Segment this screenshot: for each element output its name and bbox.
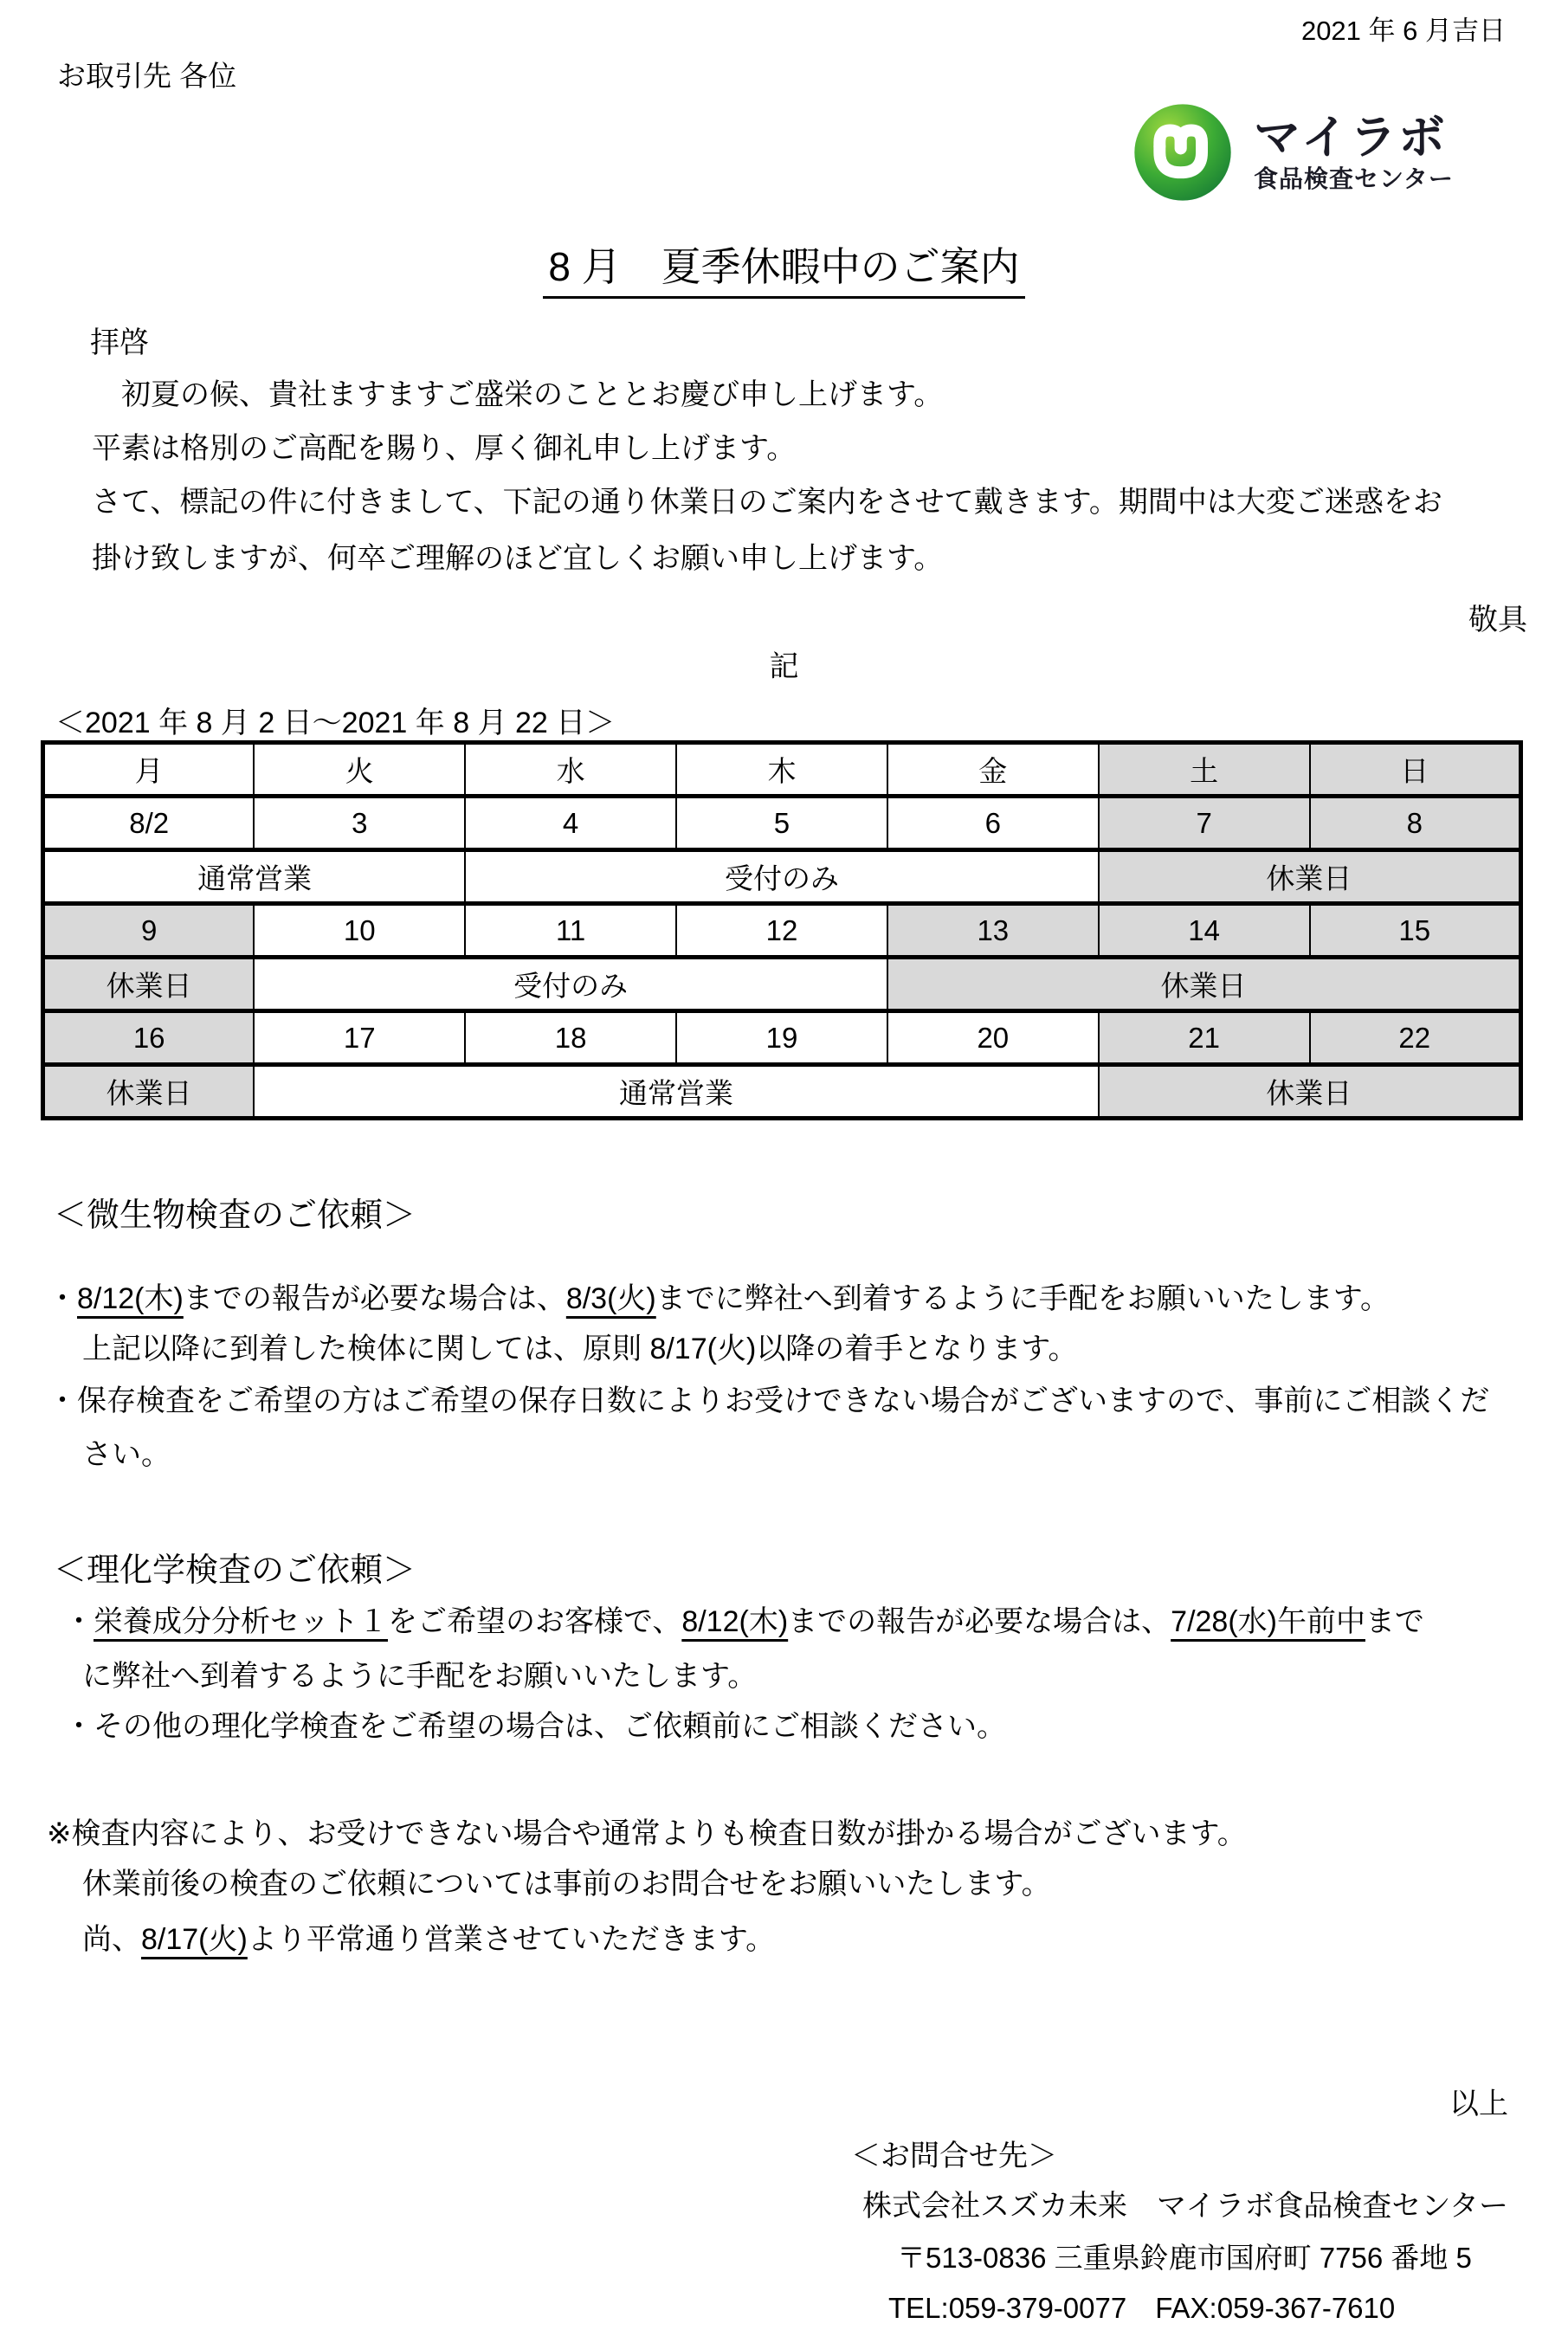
calendar-date-cell: 6 bbox=[887, 797, 1099, 850]
greeting-paragraph-3-line-1: さて、標記の件に付きまして、下記の通り休業日のご案内をさせて戴きます。期間中は大変ご迷惑をお bbox=[92, 486, 1442, 519]
micro-bullet-2-continuation: さい。 bbox=[82, 1438, 171, 1471]
closing-statement: 以上 bbox=[1449, 2088, 1508, 2120]
calendar-date-cell: 17 bbox=[254, 1011, 465, 1065]
chem-bullet-1: ・栄養成分分析セット１をご希望のお客様で、8/12(木)までの報告が必要な場合は、7/28(水)午前中まで bbox=[64, 1605, 1424, 1638]
greeting-paragraph-2: 平素は格別のご高配を賜り、厚く御礼申し上げます。 bbox=[92, 432, 797, 465]
micro-bullet-2: ・保存検査をご希望の方はご希望の保存日数によりお受けできない場合がございますので、事前にご相談くだ bbox=[48, 1384, 1490, 1417]
schedule-period: ＜2021 年 8 月 2 日～2021 年 8 月 22 日＞ bbox=[55, 707, 616, 739]
status-row-week-1 bbox=[43, 850, 1521, 904]
opening-greeting: 拝啓 bbox=[90, 326, 149, 359]
calendar-date-cell: 9 bbox=[43, 904, 255, 958]
company-name: 株式会社スズカ未来 マイラボ食品検査センター bbox=[862, 2190, 1508, 2223]
recipient-line: お取引先 各位 bbox=[57, 60, 237, 92]
page-title: 8 月 夏季休暇中のご案内 bbox=[0, 236, 1568, 293]
calendar-day-header: 土 bbox=[1099, 743, 1310, 797]
status-cell: 受付のみ bbox=[254, 958, 887, 1011]
status-cell: 通常営業 bbox=[43, 850, 466, 904]
logo-mark-icon bbox=[1132, 102, 1233, 203]
calendar-date-cell: 4 bbox=[465, 797, 676, 850]
weekday-header-row bbox=[43, 743, 1521, 797]
calendar-date-cell: 3 bbox=[254, 797, 465, 850]
calendar-date-cell: 14 bbox=[1099, 904, 1310, 958]
section-heading-microbiology: ＜微生物検査のご依頼＞ bbox=[54, 1197, 416, 1234]
note-line-2: 休業前後の検査のご依頼については事前のお問合せをお願いいたします。 bbox=[82, 1868, 1051, 1901]
calendar-date-cell: 20 bbox=[887, 1011, 1099, 1065]
calendar-date-cell: 18 bbox=[465, 1011, 676, 1065]
company-logo bbox=[1132, 102, 1454, 203]
calendar-day-header: 日 bbox=[1310, 743, 1521, 797]
calendar-date-cell: 10 bbox=[254, 904, 465, 958]
document-date: 2021 年 6 月吉日 bbox=[1300, 16, 1506, 46]
greeting-paragraph-1: 初夏の候、貴社ますますご盛栄のこととお慶び申し上げます。 bbox=[121, 378, 944, 411]
calendar-date-cell: 5 bbox=[676, 797, 887, 850]
closing-greeting: 敬具 bbox=[1468, 603, 1527, 636]
calendar-date-cell: 8 bbox=[1310, 797, 1521, 850]
status-row-week-2 bbox=[43, 958, 1521, 1011]
calendar-date-cell: 16 bbox=[43, 1011, 255, 1065]
chem-bullet-2: ・その他の理化学検査をご希望の場合は、ご依頼前にご相談ください。 bbox=[64, 1710, 1006, 1743]
company-phone: TEL:059-379-0077 FAX:059-367-7610 bbox=[888, 2292, 1396, 2324]
section-heading-physicochemical: ＜理化学検査のご依頼＞ bbox=[54, 1552, 416, 1589]
calendar-date-cell: 13 bbox=[887, 904, 1099, 958]
calendar-date-cell: 15 bbox=[1310, 904, 1521, 958]
status-row-week-3 bbox=[43, 1065, 1521, 1119]
calendar-day-header: 水 bbox=[465, 743, 676, 797]
company-address: 〒513-0836 三重県鈴鹿市国府町 7756 番地 5 bbox=[897, 2242, 1472, 2274]
logo-text bbox=[1254, 113, 1454, 191]
note-line-1: ※検査内容により、お受けできない場合や通常よりも検査日数が掛かる場合がございます。 bbox=[47, 1817, 1247, 1850]
date-row-week-3 bbox=[43, 1011, 1521, 1065]
record-marker: 記 bbox=[769, 650, 799, 683]
status-cell: 休業日 bbox=[43, 958, 255, 1011]
status-cell: 受付のみ bbox=[465, 850, 1099, 904]
date-row-week-1 bbox=[43, 797, 1521, 850]
calendar-day-header: 木 bbox=[676, 743, 887, 797]
micro-bullet-1-continuation: 上記以降に到着した検体に関しては、原則 8/17(火)以降の着手となります。 bbox=[82, 1333, 1078, 1365]
note-line-3: 尚、8/17(火)より平常通り営業させていただきます。 bbox=[82, 1923, 776, 1956]
calendar-date-cell: 19 bbox=[676, 1011, 887, 1065]
status-cell: 休業日 bbox=[887, 958, 1521, 1011]
calendar-day-header: 金 bbox=[887, 743, 1099, 797]
calendar-date-cell: 7 bbox=[1099, 797, 1310, 850]
calendar-date-cell: 11 bbox=[465, 904, 676, 958]
status-cell: 休業日 bbox=[1099, 850, 1521, 904]
brand-subtitle: 食品検査センター bbox=[1254, 165, 1454, 192]
status-cell: 通常営業 bbox=[254, 1065, 1098, 1119]
chem-bullet-1-continuation: に弊社へ到着するように手配をお願いいたします。 bbox=[82, 1660, 758, 1693]
status-cell: 休業日 bbox=[43, 1065, 255, 1119]
date-row-week-2 bbox=[43, 904, 1521, 958]
contact-heading: ＜お問合せ先＞ bbox=[851, 2140, 1057, 2172]
calendar-day-header: 火 bbox=[254, 743, 465, 797]
calendar-date-cell: 21 bbox=[1099, 1011, 1310, 1065]
micro-bullet-1: ・8/12(木)までの報告が必要な場合は、8/3(火)までに弊社へ到着するように手配をお願いいたします。 bbox=[48, 1282, 1391, 1315]
greeting-paragraph-3-line-2: 掛け致しますが、何卒ご理解のほど宜しくお願い申し上げます。 bbox=[92, 542, 944, 575]
calendar-date-cell: 22 bbox=[1310, 1011, 1521, 1065]
holiday-schedule-table bbox=[41, 740, 1523, 1120]
status-cell: 休業日 bbox=[1099, 1065, 1521, 1119]
calendar-date-cell: 8/2 bbox=[43, 797, 255, 850]
calendar-day-header: 月 bbox=[43, 743, 255, 797]
calendar-date-cell: 12 bbox=[676, 904, 887, 958]
brand-name: マイラボ bbox=[1254, 111, 1447, 164]
